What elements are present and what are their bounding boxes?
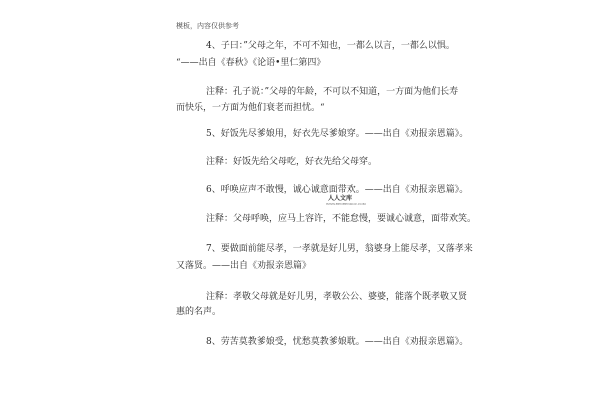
header-note: 模板，内容仅供参考 [176, 22, 239, 30]
text-line: “——出自《春秋》《论语•里仁第四》 [176, 58, 326, 68]
text-line: 注释：孝敬父母就是好儿男，孝敬公公、婆婆，能落个既孝敬又贤 [206, 292, 468, 302]
text-line: 8、劳苦莫教爹娘受，忧愁莫教爹娘耽。——出自《劝报亲恩篇》。 [206, 337, 469, 347]
text-line: 6、呼唤应声不敢慢，诚心诚意面带欢。——出自《劝报亲恩篇》。 [206, 185, 469, 195]
text-line: 4、子曰：”父母之年，不可不知也，一都么以言，一都么以惧。 [206, 41, 455, 51]
watermark-logo [326, 195, 366, 206]
text-line: 又落贤。——出自《劝报亲恩篇》 [176, 261, 312, 271]
text-line: 注释：好饭先给父母吃，好衣先给父母穿。 [206, 157, 378, 167]
watermark-title: 人人文库 [327, 195, 352, 202]
text-line: 5、好饭先尽爹娘用，好衣先尽爹娘穿。——出自《劝报亲恩篇》。 [206, 129, 469, 139]
text-line: 注释：父母呼唤，应马上容许，不能怠慢，要诚心诚意，面带欢笑。 [206, 214, 477, 224]
text-line: 惠的名声。 [176, 307, 222, 317]
watermark-subtitle: WWW.RENRENDOC.COM [326, 202, 366, 206]
text-line: 7、要做面前能尽孝，一孝就是好儿男，翁婆身上能尽孝，又落孝来 [206, 244, 473, 254]
text-line: 注释：孔子说：”父母的年龄，不可以不知道，一方面为他们长寿 [206, 87, 459, 97]
text-line: 而快乐，一方面为他们衰老而担忧。“ [176, 103, 325, 113]
